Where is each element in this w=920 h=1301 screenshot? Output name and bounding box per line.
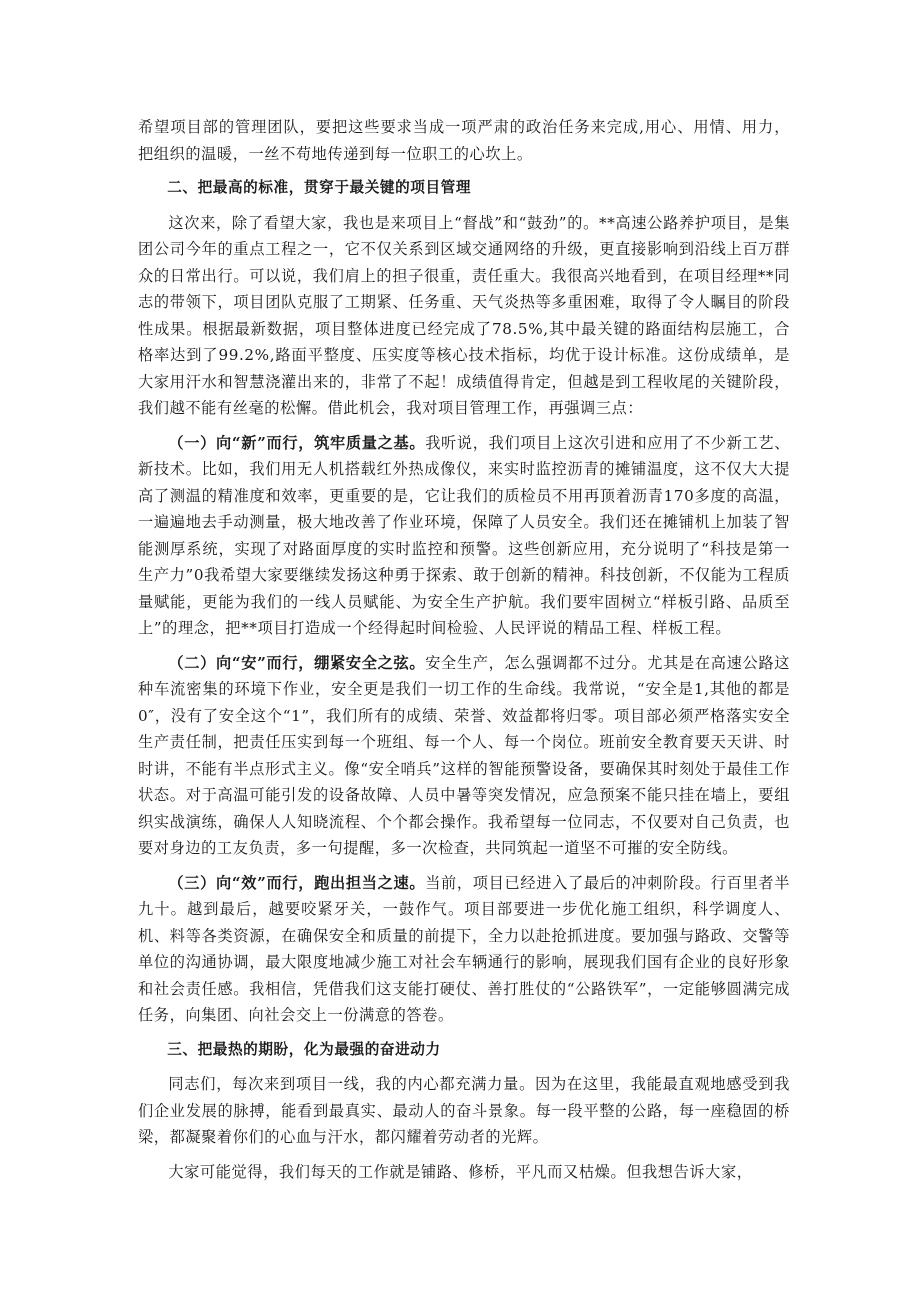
subsection-lead: （一）向“新”而行，筑牢质量之基。 xyxy=(168,433,426,452)
subsection-paragraph xyxy=(138,430,790,642)
subsection-paragraph xyxy=(138,650,790,862)
document-body xyxy=(138,114,790,1193)
subsection-lead: （三）向“效”而行，跑出担当之速。 xyxy=(168,873,426,892)
paragraph: 这次来，除了看望大家，我也是来项目上“督战”和“鼓劲”的。**高速公路养护项目，是集团公司今年的重点工程之一，它不仅关系到区域交通网络的升级，更直接影响到沿线上百万群众的日常出行。可以说，我们肩上的担子很重，责任重大。我很高兴地看到，在项目经理**同志的带领下，项目团队克服了工期紧、任务重、天气炎热等多重困难，取得了令人瞩目的阶段性成果。根据最新数据，项目整体进度已经完成了78.5%,其中最关键的路面结构层施工，合格率达到了99.2%,路面平整度、压实度等核心技术指标，均优于设计标准。这份成绩单，是大家用汗水和智慧浇灌出来的，非常了不起！成绩值得肯定，但越是到工程收尾的关键阶段，我们越不能有丝毫的松懈。借此机会，我对项目管理工作，再强调三点： xyxy=(138,213,790,417)
subsection-lead: （二）向“安”而行，绷紧安全之弦。 xyxy=(168,653,426,672)
section-heading: 三、把最热的期盼，化为最强的奋进动力 xyxy=(167,1040,441,1058)
subsection-paragraph xyxy=(138,870,790,1029)
paragraph: 同志们，每次来到项目一线，我的内心都充满力量。因为在这里，我能最直观地感受到我们企业发展的脉搏，能看到最真实、最动人的奋斗景象。每一段平整的公路，每一座稳固的桥梁，都凝聚着你们的心血与汗水，都闪耀着劳动者的光辉。 xyxy=(138,1075,790,1146)
subsection-text: 当前，项目已经进入了最后的冲刺阶段。行百里者半九十。越到最后，越要咬紧牙关，一鼓作气。项目部要进一步优化施工组织，科学调度人、机、料等各类资源，在确保安全和质量的前提下，全力以赴抢抓进度。要加强与路政、交警等单位的沟通协调，最大限度地减少施工对社会车辆通行的影响，展现我们国有企业的良好形象和社会责任感。我相信，凭借我们这支能打硬仗、善打胜仗的“公路铁军”，一定能够圆满完成任务，向集团、向社会交上一份满意的答卷。 xyxy=(138,873,790,1024)
section-heading: 二、把最高的标准，贯穿于最关键的项目管理 xyxy=(167,179,472,196)
subsection-text: 安全生产，怎么强调都不过分。尤其是在高速公路这种车流密集的环境下作业，安全更是我们一切工作的生命线。我常说，“安全是1,其他的都是0″，没有了安全这个“1”，我们所有的成绩、荣誉、效益都将归零。项目部必须严格落实安全生产责任制，把责任压实到每一个班组、每一个人、每一个岗位。班前安全教育要天天讲、时时讲，不能有半点形式主义。像“安全哨兵”这样的智能预警设备，要确保其时刻处于最佳工作状态。对于高温可能引发的设备故障、人员中暑等突发情况，应急预案不能只挂在墙上，要组织实战演练，确保人人知晓流程、个个都会操作。我希望每一位同志，不仅要对自己负责，也要对身边的工友负责，多一句提醒，多一次检查，共同筑起一道坚不可摧的安全防线。 xyxy=(138,653,790,857)
paragraph: 大家可能觉得，我们每天的工作就是铺路、修桥，平凡而又枯燥。但我想告诉大家， xyxy=(168,1162,753,1181)
subsection-text: 我听说，我们项目上这次引进和应用了不少新工艺、新技术。比如，我们用无人机搭载红外热成像仪，来实时监控沥青的摊铺温度，这不仅大大提高了测温的精准度和效率，更重要的是，它让我们的质检员不用再顶着沥青170多度的高温，一遍遍地去手动测量，极大地改善了作业环境，保障了人员安全。我们还在摊铺机上加装了智能测厚系统，实现了对路面厚度的实时监控和预警。这些创新应用，充分说明了“科技是第一生产力”0我希望大家要继续发扬这种勇于探索、敢于创新的精神。科技创新，不仅能为工程质量赋能，更能为我们的一线人员赋能、为安全生产护航。我们要牢固树立“样板引路、品质至上”的理念，把**项目打造成一个经得起时间检验、人民评说的精品工程、样板工程。 xyxy=(138,433,790,637)
paragraph: 希望项目部的管理团队，要把这些要求当成一项严肃的政治任务来完成,用心、用情、用力，把组织的温暖，一丝不苟地传递到每一位职工的心坎上。 xyxy=(138,118,790,163)
